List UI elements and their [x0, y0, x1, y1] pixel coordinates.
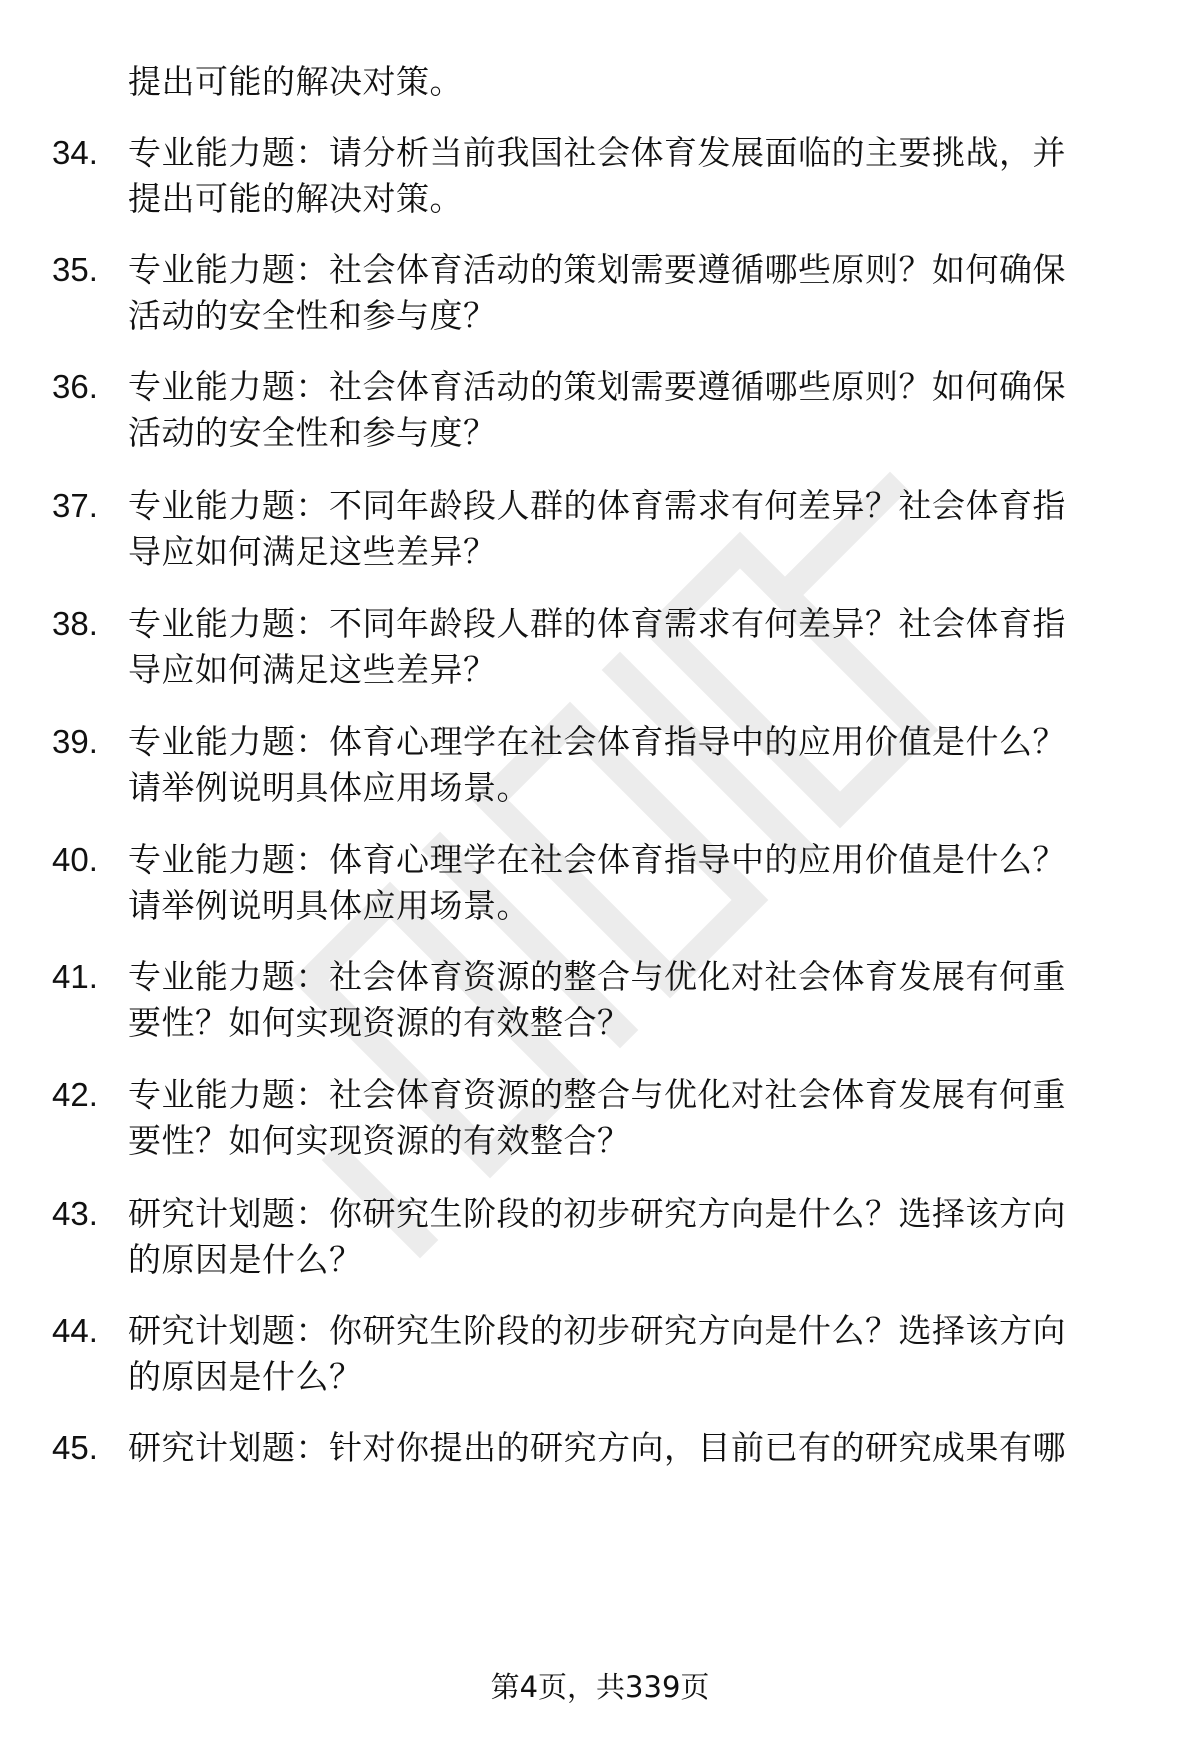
question-number: 44. — [52, 1312, 98, 1349]
question-line: 请举例说明具体应用场景。 — [128, 886, 530, 925]
question-number: 36. — [52, 368, 98, 405]
question-line: 研究计划题：针对你提出的研究方向，目前已有的研究成果有哪 — [128, 1428, 1066, 1467]
question-number: 35. — [52, 251, 98, 288]
question-number: 43. — [52, 1195, 98, 1232]
question-line: 要性？如何实现资源的有效整合？ — [128, 1121, 631, 1160]
question-line: 请举例说明具体应用场景。 — [128, 768, 530, 807]
question-line: 要性？如何实现资源的有效整合？ — [128, 1003, 631, 1042]
question-line: 活动的安全性和参与度？ — [128, 413, 497, 452]
question-number: 42. — [52, 1076, 98, 1113]
question-line: 专业能力题：请分析当前我国社会体育发展面临的主要挑战，并 — [128, 133, 1066, 172]
question-line: 专业能力题：不同年龄段人群的体育需求有何差异？社会体育指 — [128, 486, 1066, 525]
question-line: 专业能力题：社会体育资源的整合与优化对社会体育发展有何重 — [128, 957, 1066, 996]
question-line: 专业能力题：社会体育活动的策划需要遵循哪些原则？如何确保 — [128, 367, 1066, 406]
question-number: 45. — [52, 1429, 98, 1466]
question-number: 40. — [52, 841, 98, 878]
question-line: 的原因是什么？ — [128, 1240, 363, 1279]
continued-line: 提出可能的解决对策。 — [128, 62, 463, 101]
question-number: 41. — [52, 958, 98, 995]
question-number: 38. — [52, 605, 98, 642]
question-line: 导应如何满足这些差异？ — [128, 532, 497, 571]
page-footer: 第4页，共339页 — [490, 1670, 710, 1704]
question-line: 研究计划题：你研究生阶段的初步研究方向是什么？选择该方向 — [128, 1194, 1066, 1233]
question-number: 39. — [52, 723, 98, 760]
question-line: 专业能力题：体育心理学在社会体育指导中的应用价值是什么？ — [128, 722, 1066, 761]
question-number: 37. — [52, 487, 98, 524]
question-line: 专业能力题：社会体育活动的策划需要遵循哪些原则？如何确保 — [128, 250, 1066, 289]
question-line: 的原因是什么？ — [128, 1357, 363, 1396]
question-number: 34. — [52, 134, 98, 171]
question-line: 专业能力题：不同年龄段人群的体育需求有何差异？社会体育指 — [128, 604, 1066, 643]
question-line: 研究计划题：你研究生阶段的初步研究方向是什么？选择该方向 — [128, 1311, 1066, 1350]
question-line: 活动的安全性和参与度？ — [128, 296, 497, 335]
question-line: 专业能力题：社会体育资源的整合与优化对社会体育发展有何重 — [128, 1075, 1066, 1114]
question-line: 提出可能的解决对策。 — [128, 179, 463, 218]
question-line: 专业能力题：体育心理学在社会体育指导中的应用价值是什么？ — [128, 840, 1066, 879]
question-line: 导应如何满足这些差异？ — [128, 650, 497, 689]
